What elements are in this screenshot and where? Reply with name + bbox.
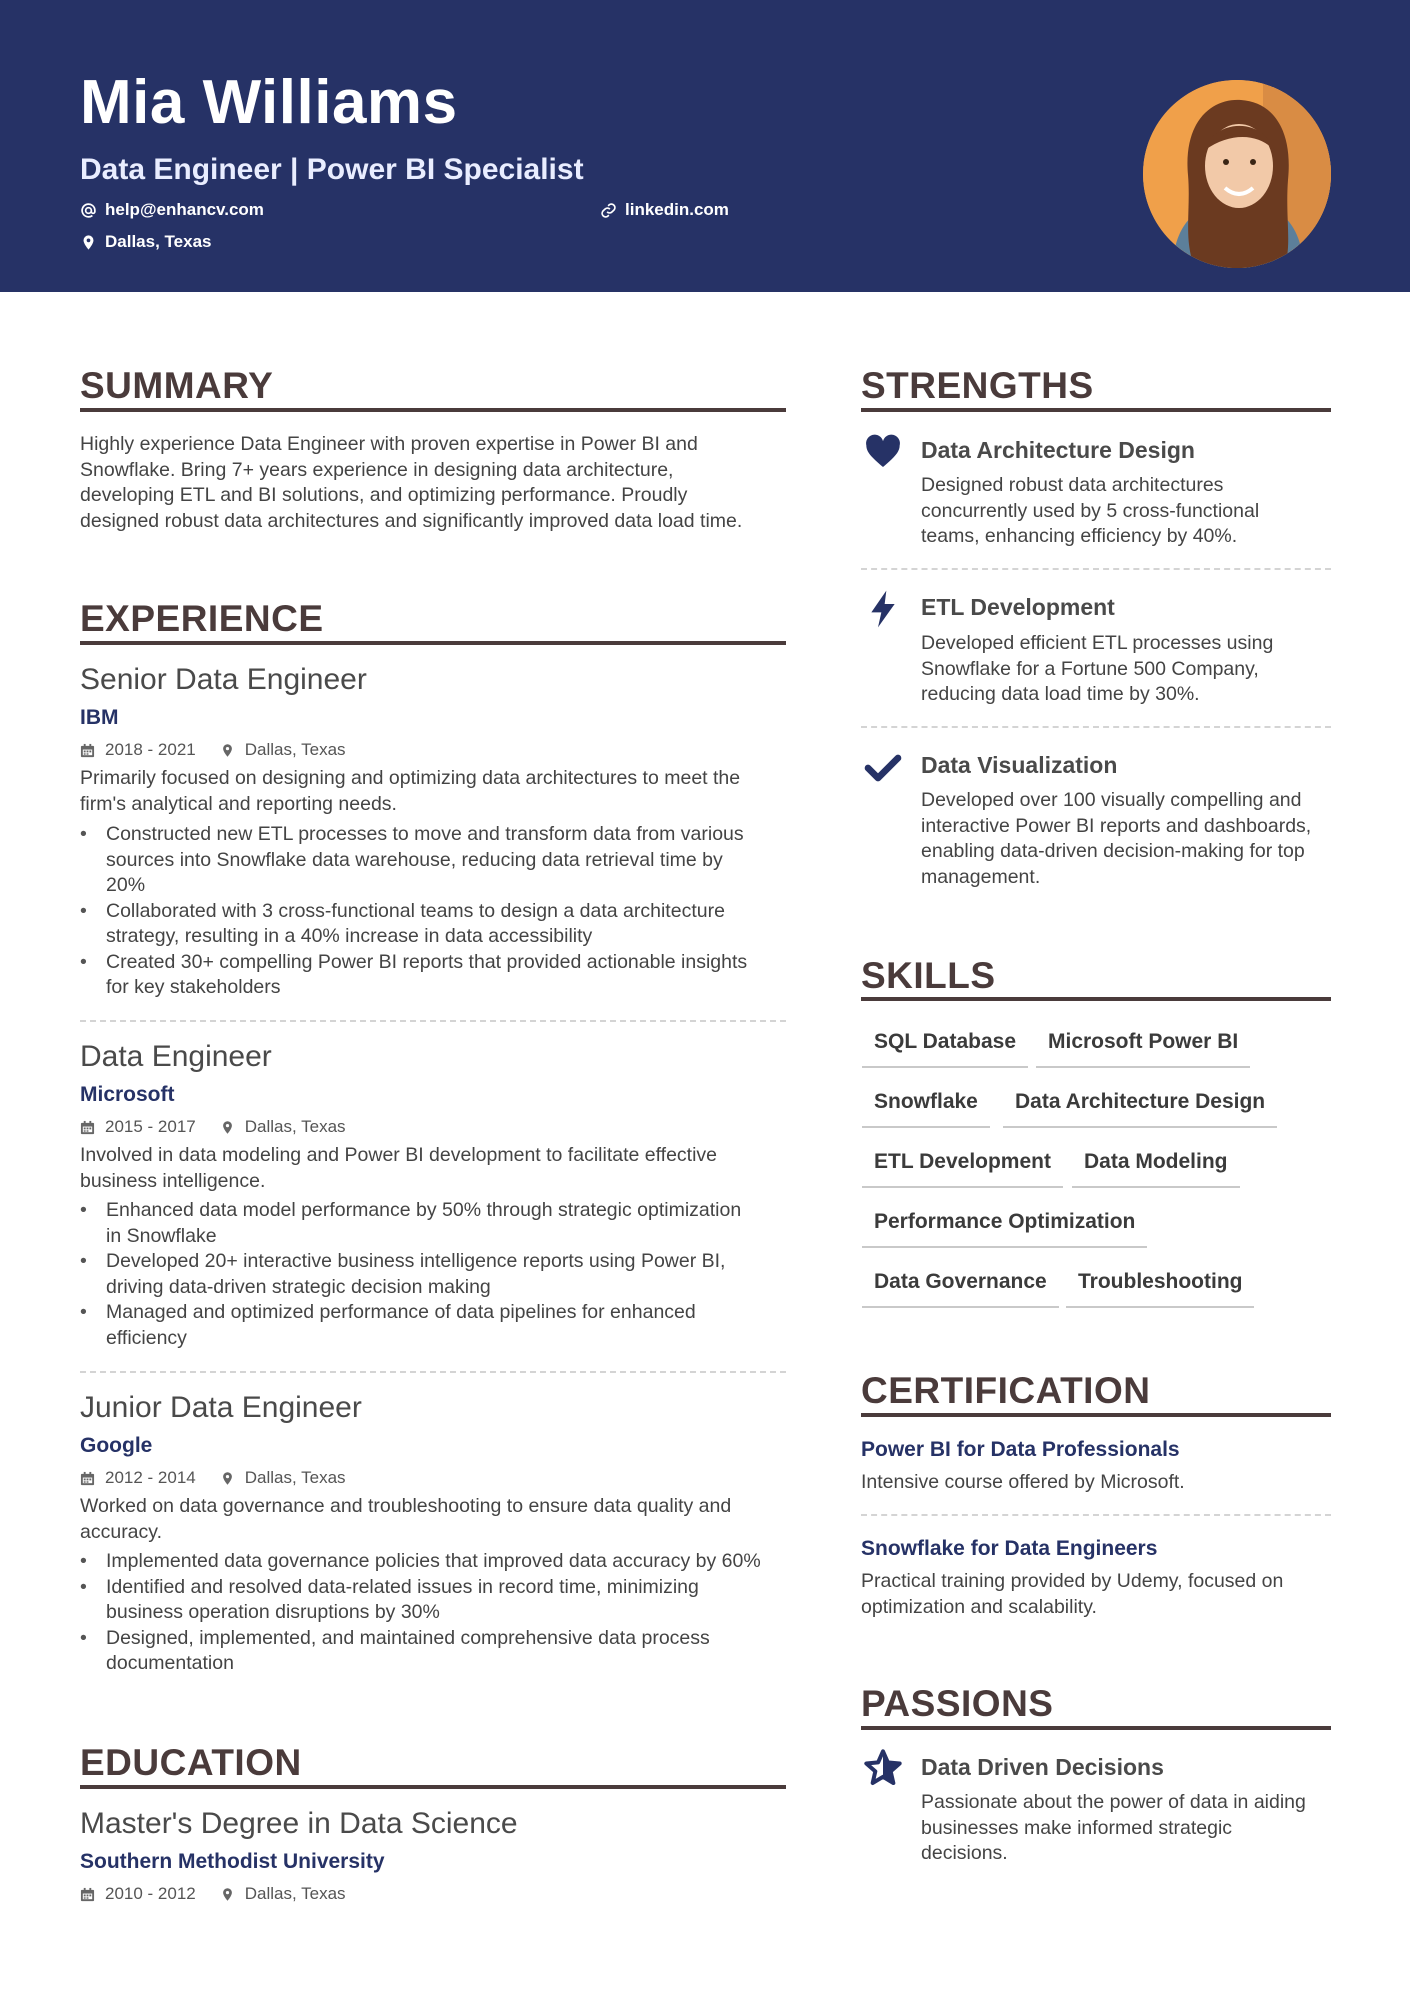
location-pin-icon xyxy=(220,743,235,758)
job-location-text: Dallas, Texas xyxy=(244,1468,346,1487)
job-location-text: Dallas, Texas xyxy=(244,740,346,759)
email-text: help@enhancv.com xyxy=(105,200,264,219)
strengths-rule xyxy=(861,408,1331,412)
summary-text xyxy=(80,432,742,534)
list-item: • Created 30+ compelling Power BI reports that provided actionable insights for key stakeholders xyxy=(80,950,747,1001)
strengths-heading: STRENGTHS xyxy=(861,365,1094,406)
job-description xyxy=(80,1143,717,1194)
at-icon xyxy=(80,202,97,219)
calendar-icon xyxy=(80,743,95,758)
job-role: Data Engineer xyxy=(80,1040,272,1073)
summary-line: designed robust data architectures and significantly improved data load time. xyxy=(80,509,743,532)
strength-description: Designed robust data architectures concurrently used by 5 cross-functional teams, enhancing efficiency by 40%. xyxy=(921,474,1260,547)
bolt-icon xyxy=(863,589,903,629)
certification-rule xyxy=(861,1413,1331,1417)
desc-line: Worked on data governance and troubleshooting to ensure data quality and xyxy=(80,1495,732,1517)
skill-tag: Snowflake xyxy=(862,1090,990,1128)
skill-tag: Data Architecture Design xyxy=(1003,1090,1277,1128)
summary-line: Highly experience Data Engineer with proven expertise in Power BI and xyxy=(80,433,698,455)
job-company: Microsoft xyxy=(80,1083,175,1106)
education-rule xyxy=(80,1785,786,1789)
job-location-text: Dallas, Texas xyxy=(244,1117,346,1136)
link-icon xyxy=(600,202,617,219)
email-contact[interactable] xyxy=(80,200,264,220)
job-location xyxy=(220,1117,346,1137)
skill-tag: ETL Development xyxy=(862,1150,1063,1188)
job-bullets xyxy=(80,822,747,1001)
location-pin-icon xyxy=(220,1471,235,1486)
linkedin-text: linkedin.com xyxy=(625,200,729,219)
passions-rule xyxy=(861,1726,1331,1730)
summary-heading: SUMMARY xyxy=(80,365,274,406)
skill-tag: Data Modeling xyxy=(1072,1150,1240,1188)
degree-title: Master's Degree in Data Science xyxy=(80,1807,518,1840)
location-pin-icon xyxy=(80,234,97,251)
location-pin-icon xyxy=(220,1887,235,1902)
job-dates: 2012 - 2014 xyxy=(105,1468,196,1487)
education-location-text: Dallas, Texas xyxy=(244,1884,346,1903)
strength-title: ETL Development xyxy=(921,594,1115,620)
star-icon xyxy=(863,1748,903,1788)
job-dates: 2018 - 2021 xyxy=(105,740,196,759)
linkedin-contact[interactable] xyxy=(600,200,729,220)
candidate-title: Data Engineer | Power BI Specialist xyxy=(80,153,584,186)
divider xyxy=(861,568,1331,570)
skills-rule xyxy=(861,997,1331,1001)
desc-line: Primarily focused on designing and optimizing data architectures to meet the xyxy=(80,767,741,789)
passion-title: Data Driven Decisions xyxy=(921,1754,1164,1780)
job-role: Senior Data Engineer xyxy=(80,663,367,696)
experience-rule xyxy=(80,641,786,645)
calendar-icon xyxy=(80,1887,95,1902)
strength-title: Data Visualization xyxy=(921,752,1118,778)
candidate-name: Mia Williams xyxy=(80,68,458,137)
education-heading: EDUCATION xyxy=(80,1742,302,1783)
job-bullets xyxy=(80,1549,761,1677)
certification-heading: CERTIFICATION xyxy=(861,1370,1151,1411)
desc-line: Involved in data modeling and Power BI development to facilitate effective xyxy=(80,1144,718,1166)
desc-line: accuracy. xyxy=(80,1520,162,1543)
list-item: • Implemented data governance policies that improved data accuracy by 60% xyxy=(80,1549,761,1575)
job-location xyxy=(220,740,346,760)
certification-description: Practical training provided by Udemy, focused on optimization and scalability. xyxy=(861,1570,1284,1618)
education-location xyxy=(220,1884,346,1904)
job-location xyxy=(220,1468,346,1488)
divider xyxy=(861,726,1331,728)
list-item: • Constructed new ETL processes to move and transform data from various sources into Snowflake data warehouse, reducing data retrieval time by 20% xyxy=(80,822,747,899)
certification-title: Power BI for Data Professionals xyxy=(861,1438,1180,1461)
job-dates: 2015 - 2017 xyxy=(105,1117,196,1136)
skill-tag: SQL Database xyxy=(862,1030,1028,1068)
divider xyxy=(861,1514,1331,1516)
job-meta xyxy=(80,1117,346,1137)
job-company: IBM xyxy=(80,706,119,729)
job-role: Junior Data Engineer xyxy=(80,1391,362,1424)
calendar-icon xyxy=(80,1120,95,1135)
summary-line: developing ETL and BI solutions, and optimizing performance. Proudly xyxy=(80,484,688,506)
job-bullets xyxy=(80,1198,741,1351)
divider xyxy=(80,1371,786,1373)
summary-rule xyxy=(80,408,786,412)
job-description xyxy=(80,1494,731,1545)
education-dates: 2010 - 2012 xyxy=(105,1884,196,1903)
list-item: • Identified and resolved data-related issues in record time, minimizing business operation disruptions by 30% xyxy=(80,1575,761,1626)
strength-description: Developed over 100 visually compelling and interactive Power BI reports and dashboards, enabling data-driven decision-making for top management. xyxy=(921,789,1312,888)
list-item: • Designed, implemented, and maintained comprehensive data process documentation xyxy=(80,1626,761,1677)
location-contact xyxy=(80,232,211,252)
skill-tag: Troubleshooting xyxy=(1066,1270,1254,1308)
desc-line: business intelligence. xyxy=(80,1169,266,1192)
job-meta xyxy=(80,1468,346,1488)
divider xyxy=(80,1020,786,1022)
skill-tag: Data Governance xyxy=(862,1270,1059,1308)
list-item: • Developed 20+ interactive business intelligence reports using Power BI, driving data-driven strategic decision making xyxy=(80,1249,741,1300)
strength-description: Developed efficient ETL processes using Snowflake for a Fortune 500 Company, reducing data load time by 30%. xyxy=(921,632,1274,705)
school-name: Southern Methodist University xyxy=(80,1850,385,1873)
skill-tag: Performance Optimization xyxy=(862,1210,1147,1248)
heart-icon xyxy=(863,432,903,472)
job-meta xyxy=(80,740,346,760)
location-text: Dallas, Texas xyxy=(105,232,212,251)
list-item: • Enhanced data model performance by 50% through strategic optimization in Snowflake xyxy=(80,1198,741,1249)
skills-heading: SKILLS xyxy=(861,955,996,996)
experience-heading: EXPERIENCE xyxy=(80,598,324,639)
check-icon xyxy=(863,748,903,788)
certification-title: Snowflake for Data Engineers xyxy=(861,1537,1158,1560)
skill-tag: Microsoft Power BI xyxy=(1036,1030,1250,1068)
passion-description: Passionate about the power of data in aiding businesses make informed strategic decisions. xyxy=(921,1791,1306,1864)
list-item: • Managed and optimized performance of data pipelines for enhanced efficiency xyxy=(80,1300,741,1351)
header-banner xyxy=(0,0,1410,292)
profile-photo xyxy=(1143,80,1331,268)
list-item: • Collaborated with 3 cross-functional teams to design a data architecture strategy, resulting in a 40% increase in data accessibility xyxy=(80,899,747,950)
location-pin-icon xyxy=(220,1120,235,1135)
job-company: Google xyxy=(80,1434,153,1457)
calendar-icon xyxy=(80,1471,95,1486)
certification-description: Intensive course offered by Microsoft. xyxy=(861,1471,1185,1493)
job-description xyxy=(80,766,740,817)
education-meta xyxy=(80,1884,346,1904)
summary-line: Snowflake. Bring 7+ years experience in designing data architecture, xyxy=(80,458,674,481)
desc-line: firm's analytical and reporting needs. xyxy=(80,792,397,815)
strength-title: Data Architecture Design xyxy=(921,437,1195,463)
passions-heading: PASSIONS xyxy=(861,1683,1054,1724)
